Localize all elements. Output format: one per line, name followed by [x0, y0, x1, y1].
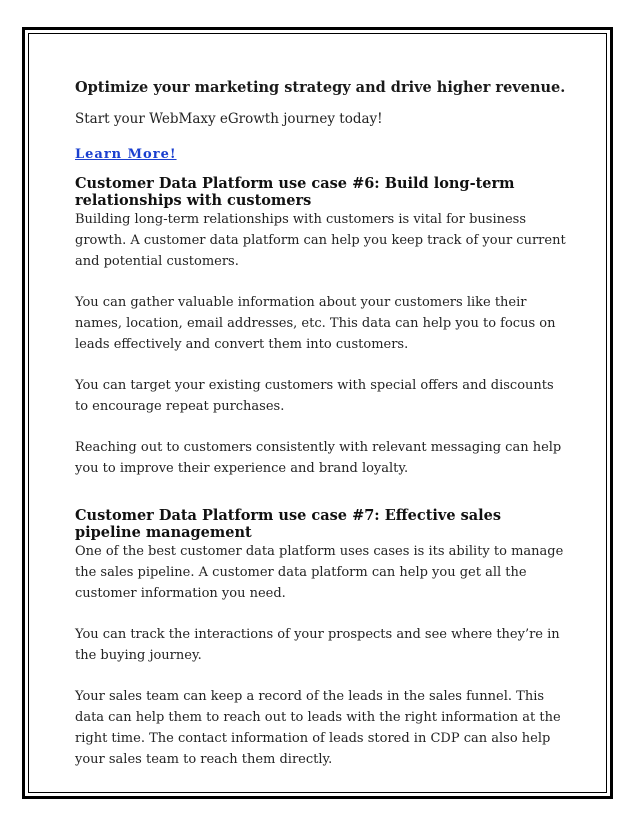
learn-more-link[interactable]: Learn More! — [75, 147, 177, 162]
paragraph: Building long-term relationships with customers is vital for business growth. A customer data platform can help you keep track of your current and potential customers. — [75, 212, 566, 269]
paragraph: Your sales team can keep a record of the leads in the sales funnel. This data can help them to reach out to leads with the right information at the right time. The contact information of leads stored in CDP can also help your sales team to reach them directly. — [75, 689, 561, 767]
section-heading: Customer Data Platform use case #7: Effective sales pipeline management — [75, 507, 502, 541]
paragraph: You can target your existing customers with special offers and discounts to encourage repeat purchases. — [75, 378, 554, 414]
section-use-case-6 — [75, 175, 567, 479]
section-use-case-7 — [75, 507, 567, 770]
paragraph: Reaching out to customers consistently with relevant messaging can help you to improve their experience and brand loyalty. — [75, 440, 562, 476]
section-heading: Customer Data Platform use case #6: Build long-term relationships with customers — [75, 175, 515, 209]
tagline: Optimize your marketing strategy and drive higher revenue. — [75, 79, 566, 96]
paragraph: You can gather valuable information about your customers like their names, location, email addresses, etc. This data can help you to focus on leads effectively and convert them into customers. — [75, 295, 556, 352]
paragraph: You can track the interactions of your prospects and see where they’re in the buying journey. — [75, 627, 560, 663]
intro-text: Start your WebMaxy eGrowth journey today! — [75, 111, 383, 127]
document-body — [75, 70, 567, 770]
paragraph: One of the best customer data platform uses cases is its ability to manage the sales pipeline. A customer data platform can help you get all the customer information you need. — [75, 544, 564, 601]
